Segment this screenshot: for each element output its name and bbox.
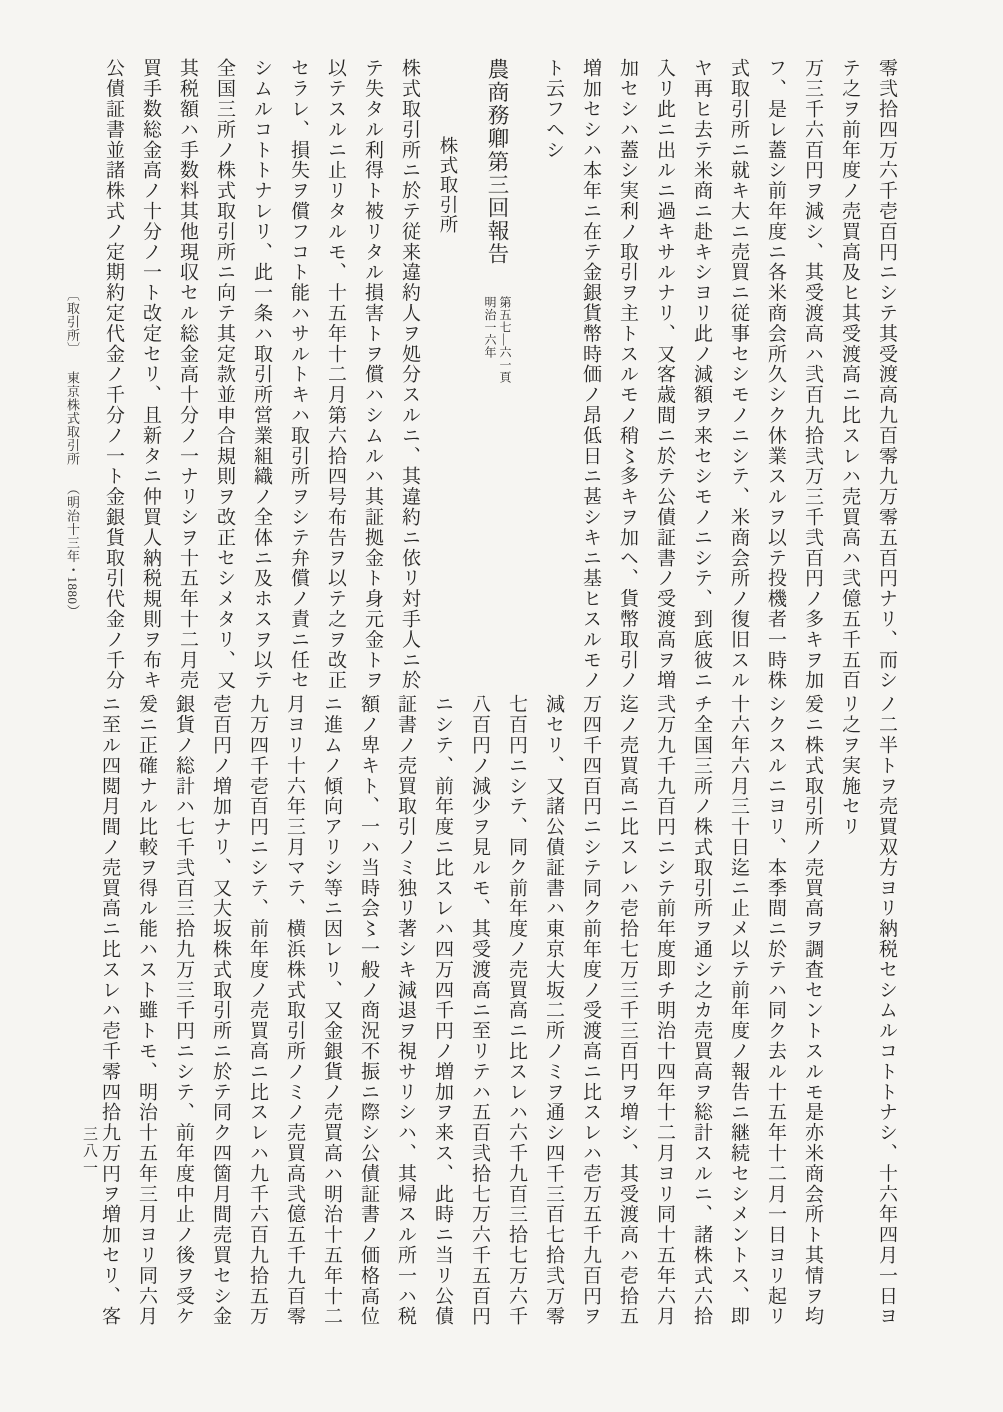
text-column: 万四千四百円ニシテ同ク前年度ノ受渡高ニ比スレハ壱万五千九百円ヲ — [580, 694, 601, 1327]
text-column: 増加セシハ本年ニ在テ金銀貨幣時価ノ昂低日ニ甚シキニ基ヒスルモノ — [580, 58, 601, 691]
report-year-note: 明治一六年 — [483, 295, 497, 359]
text-column: 銀貨ノ総計ハ七千弐百三拾九万三千円ニシテ、前年度中止ノ後ヲ受ケ — [173, 694, 194, 1327]
text-column: ヤ再ヒ去テ米商ニ赴キシヨリ此ノ減額ヲ来セシモノニシテ、到底彼ニ — [691, 58, 712, 691]
bottom-text-block — [91, 694, 905, 1342]
text-column: 以テスルニ止リタルモ、十五年十二月第六拾四号布告ヲ以テ之ヲ改正 — [325, 58, 346, 691]
text-column: 壱百円ノ増加ナリ、又大坂株式取引所ニ於テ同ク四箇月間売買セシ金 — [210, 694, 231, 1327]
text-column: 爰ニ正確ナル比較ヲ得ル能ハスト雖トモ、明治十五年三月ヨリ同六月 — [136, 694, 157, 1327]
text-column: ノ二半トヲ売買双方ヨリ納税セシムルコトトナシ、十六年四月一日ヨ — [876, 694, 897, 1327]
text-column: 買手数総金高ノ十分ノ一ト改定セリ、且新タニ仲買人納税規則ヲ布キ — [140, 58, 161, 691]
text-column: 入リ此ニ出ルニ過キサルナリ、又客歳間ニ於テ公債証書ノ受渡高ヲ増 — [654, 58, 675, 691]
text-column: 株式取引所ニ於テ従来違約人ヲ処分スルニ、其違約ニ依リ対手人ニ於 — [399, 58, 420, 691]
text-column: 全国三所ノ株式取引所ニ向テ其定款並申合規則ヲ改正セシメタリ、又 — [214, 58, 235, 691]
text-column: シムルコトトナレリ、此一条ハ取引所営業組織ノ全体ニ及ホスヲ以テ — [251, 58, 272, 691]
margin-source-date: （明治十三年・1880） — [65, 481, 80, 618]
margin-source-label — [60, 288, 84, 618]
page-number: 三八一 — [81, 1126, 97, 1177]
text-column: セラレ、損失ヲ償フコト能ハサルトキハ取引所ヲシテ弁償ノ責ニ任セ — [288, 58, 309, 691]
text-column: 弐万九千九百円ニシテ前年度即チ明治十四年十二月ヨリ同十五年六月 — [654, 694, 675, 1327]
text-column: 八百円ノ減少ヲ見ルモ、其受渡高ニ至リテハ五百弐拾七万六千五百円 — [469, 694, 490, 1327]
text-column: テ失タル利得ト被リタル損害トヲ償ハシムルハ其証拠金ト身元金トヲ — [362, 58, 383, 691]
text-column: 零弐拾四万六千壱百円ニシテ其受渡高九百零九万零五百円ナリ、而シ — [876, 58, 897, 691]
text-column: 万三千六百円ヲ減シ、其受渡高ハ弐百九拾弐万三千弐百円ノ多キヲ加 — [802, 58, 823, 691]
text-column: ニシテ、前年度ニ比スレハ四万四千円ノ増加ヲ来ス、此時ニ当リ公債 — [432, 694, 453, 1327]
text-column: 七百円ニシテ、同ク前年度ノ売買高ニ比スレハ六千九百三拾七万六千 — [506, 694, 527, 1327]
text-column: リ之ヲ実施セリ — [839, 694, 860, 837]
text-column: ニ進ムノ傾向アリシ等ニ因レリ、又金銀貨ノ売買高ハ明治十五年十二 — [321, 694, 342, 1327]
text-column: 爰ニ株式取引所ノ売買高ヲ調査セントスルモ是亦米商会所ト其情ヲ均 — [802, 694, 823, 1327]
text-column: 月ヨリ十六年三月マテ、横浜株式取引所ノミノ売買高弐億五千九百零 — [284, 694, 305, 1327]
text-column: 九万四千壱百円ニシテ、前年度ノ売買高ニ比スレハ九千六百九拾五万 — [247, 694, 268, 1327]
text-column: シクスルニヨリ、本季間ニ於テハ同ク去ル十五年十二月一日ヨリ起リ — [765, 694, 786, 1327]
section-heading: 株式取引所 — [437, 136, 457, 235]
report-pages-note: 第五七—六一頁 — [498, 295, 512, 384]
text-column: 公債証書並諸株式ノ定期約定代金ノ千分ノ一ト金銀貨取引代金ノ千分 — [103, 58, 124, 691]
text-column: フ、是レ蓋シ前年度ニ各米商会所久シク休業スルヲ以テ投機者一時株 — [765, 58, 786, 691]
text-column: 迄ノ売買高ニ比スレハ壱拾七万三千三百円ヲ増シ、其受渡高ハ壱拾五 — [617, 694, 638, 1327]
report-title-group — [473, 58, 521, 383]
text-column: 加セシハ蓋シ実利ノ取引ヲ主トスルモノ稍〻多キヲ加ヘ、貨幣取引ノ — [617, 58, 638, 691]
margin-source-title: 東京株式取引所 — [65, 371, 80, 466]
text-column: 其税額ハ手数料其他現収セル総金高十分ノ一ナリシヲ十五年十二月売 — [177, 58, 198, 691]
text-column: チ全国三所ノ株式取引所ヲ通シ之カ売買高ヲ総計スルニ、諸株式六拾 — [691, 694, 712, 1327]
text-column: 式取引所ニ就キ大ニ売買ニ従事セシモノニシテ、米商会所ノ復旧スル — [728, 58, 749, 691]
text-column: ト云フヘシ — [543, 58, 564, 160]
text-column: ニ至ル四閲月間ノ売買高ニ比スレハ壱千零四拾九万円ヲ増加セリ、客 — [99, 694, 120, 1327]
text-column: 減セリ、又諸公債証書ハ東京大坂二所ノミヲ通シ四千三百七拾弐万零 — [543, 694, 564, 1327]
top-text-block — [95, 58, 905, 700]
report-title-notes — [482, 296, 512, 384]
margin-category: 〔取引所〕 — [65, 288, 80, 356]
report-title: 農商務卿第三回報告 — [485, 58, 509, 266]
text-column: 十六年六月三十日迄ニ止メ以テ前年度ノ報告ニ継続セシメントス、即 — [728, 694, 749, 1327]
text-column: テ之ヲ前年度ノ売買高及ヒ其受渡高ニ比スレハ売買高ハ弐億五千五百 — [839, 58, 860, 691]
text-column: 証書ノ売買取引ノミ独リ著シキ減退ヲ視サリシハ、其帰スル所一ハ税 — [395, 694, 416, 1327]
text-column: 額ノ卑キト、一ハ当時会〻一般ノ商況不振ニ際シ公債証書ノ価格高位 — [358, 694, 379, 1327]
